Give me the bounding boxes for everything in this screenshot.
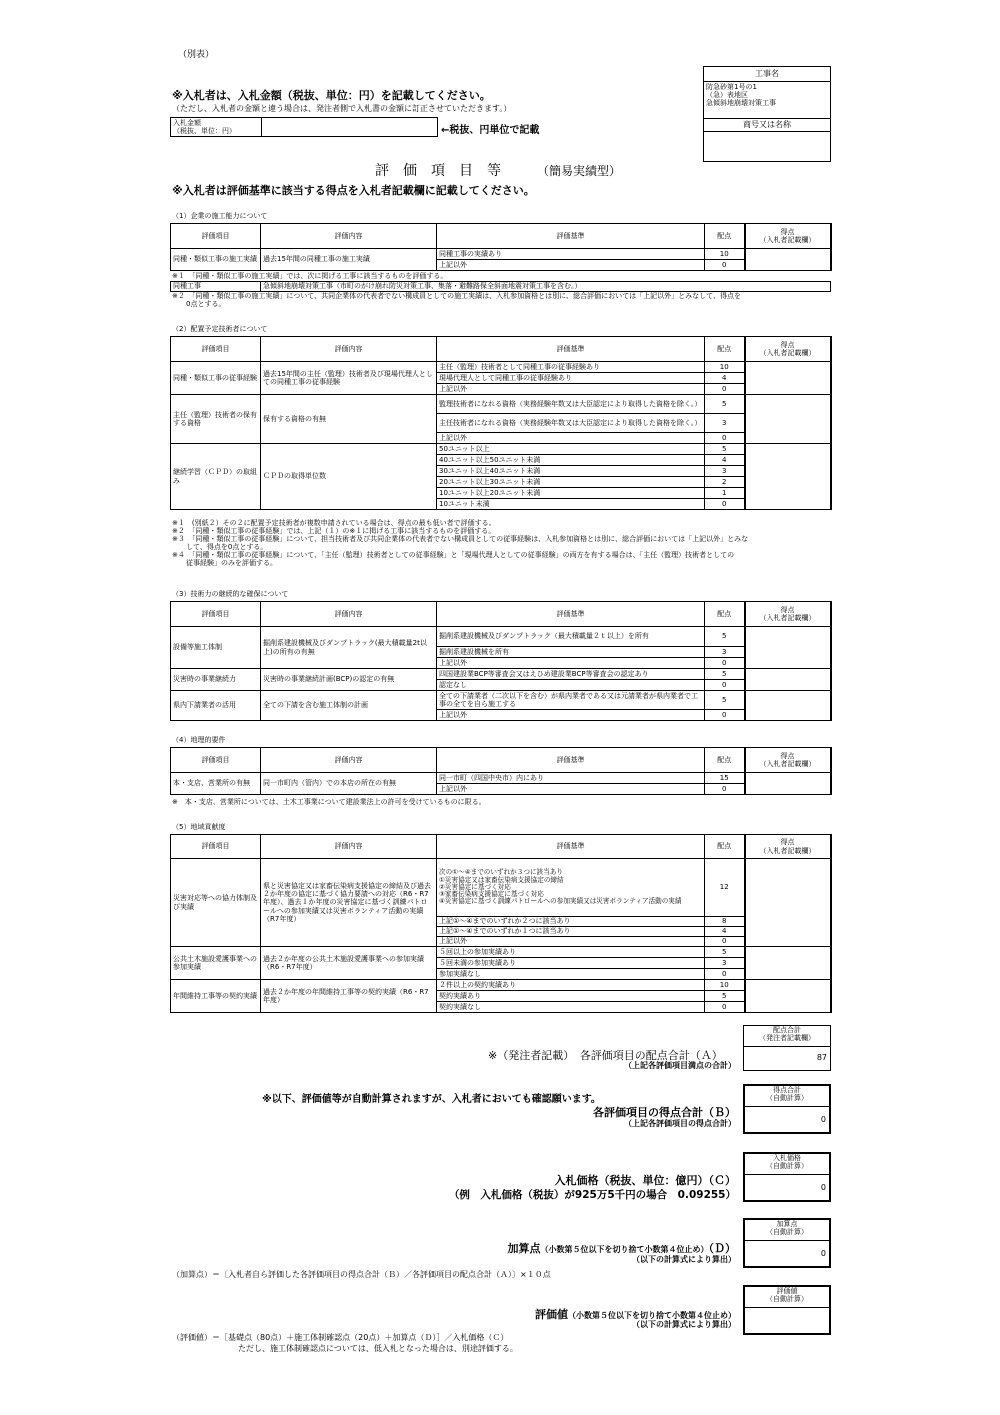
total-points-value: 87: [816, 1053, 827, 1062]
total-score-box-label: 得点合計 （自動計算）: [745, 1086, 829, 1107]
header-criteria: 評価基準: [437, 748, 705, 773]
criteria: 全ての下請業者（二次以下を含む）が県内業者である又は元請業者が県内業者で工事の全てを自ら施工する: [437, 691, 705, 710]
eval-item: 災害対応等への協力体制及び実績: [171, 859, 261, 947]
points: 3: [705, 647, 745, 658]
bid-instruction: ※入札者は、入札金額（税抜、単位：円）を記載してください。: [172, 89, 491, 102]
eval-item: 本・支店、営業所の有無: [171, 773, 261, 795]
similar-work-label: 同種工事: [171, 282, 261, 292]
criteria: 上記以外: [437, 658, 705, 669]
evaluation-value-box: [743, 1285, 831, 1335]
criteria: 主任技術者になれる資格（実務経験年数又は大臣認定により取得した資格を除く。）: [437, 414, 705, 433]
section5-table: [170, 834, 832, 1013]
score-input[interactable]: [745, 691, 831, 721]
eval-item: 継続学習（ＣＰＤ）の取組み: [171, 444, 261, 510]
bonus-points-formula: （加算点）＝〔入札者自ら評価した各評価項目の得点合計（Ｂ）／各評価項目の配点合計（Ａ）〕×１０点: [172, 1270, 551, 1279]
points: 0: [705, 260, 745, 271]
bonus-points-label-line: [508, 1240, 737, 1256]
evaluation-value-label: 評価値: [535, 1308, 568, 1321]
header-score: 得点 （入札者記載欄）: [745, 835, 831, 859]
points: 5: [705, 991, 745, 1002]
criteria: 主任（監理）技術者として同種工事の従事経験あり: [437, 362, 705, 373]
header-criteria: 評価基準: [437, 835, 705, 859]
section2-note: ※３ 「同種・類似工事の従事経験」について、担当技術者及び共同企業体の代表者でない構成員としての従事経験は、入札参加資格とは別に、総合評価においては「上記以外」とみな して、得点を0点とする。: [172, 535, 749, 552]
bonus-points-box: [743, 1218, 831, 1268]
total-score-value: 0: [820, 1115, 826, 1124]
eval-item: 同種・類似工事の施工実績: [171, 249, 261, 271]
points: 5: [705, 691, 745, 710]
criteria: 50ユニット以上: [437, 444, 705, 455]
header-item: 評価項目: [171, 224, 261, 249]
header-criteria: 評価基準: [437, 602, 705, 627]
criteria: 30ユニット以上40ユニット未満: [437, 466, 705, 477]
bonus-points-label-small: （小数第５位以下を切り捨て小数第４位止め）: [540, 1245, 709, 1254]
header-item: 評価項目: [171, 835, 261, 859]
eval-item: 災害時の事業継続力: [171, 669, 261, 691]
criteria: 20ユニット以上30ユニット未満: [437, 477, 705, 488]
bonus-points-label-end: （Ｄ）: [708, 1242, 736, 1255]
header-criteria: 評価基準: [437, 224, 705, 249]
eval-content: 過去２か年度の年間維持工事等の契約実績（R6・R7年度）: [261, 980, 437, 1013]
company-label: 商号又は名称: [704, 119, 830, 132]
section3-title: （3）技術力の継続的な確保について: [172, 590, 289, 598]
header-content: 評価内容: [261, 224, 437, 249]
section2-title: （2）配置予定技術者について: [172, 325, 268, 333]
section2-table: [170, 336, 832, 510]
criteria: 認定なし: [437, 680, 705, 691]
criteria: 契約実績なし: [437, 1002, 705, 1013]
criteria: 10ユニット以上20ユニット未満: [437, 488, 705, 499]
criteria: 参加実績なし: [437, 969, 705, 980]
points: 0: [705, 680, 745, 691]
section2-note: ※２ 「同種・類似工事の従事経験」では、上記（１）の※１に掲げる工事に該当するものを評価する。: [172, 527, 496, 536]
eval-content: 過去２か年度の公共土木施設愛護事業への参加実績（R6・R7年度）: [261, 947, 437, 980]
eval-content: ＣＰＤの取得単位数: [261, 444, 437, 510]
total-points-sub: （上記各評価項目満点の合計）: [624, 1061, 736, 1070]
eval-content: 全ての下請を含む施工体制の計画: [261, 691, 437, 721]
score-input[interactable]: [745, 773, 831, 795]
criteria: 上記①～④までのいずれか１つに該当あり: [437, 927, 705, 937]
header-points: 配点: [705, 748, 745, 773]
points: 15: [705, 773, 745, 784]
score-input[interactable]: [745, 444, 831, 510]
bid-note: （ただし、入札者の金額と違う場合は、発注者側で入札書の金額に訂正させていただきます。）: [172, 104, 512, 113]
points: 5: [705, 395, 745, 414]
header-score: 得点 （入札者記載欄）: [745, 337, 831, 362]
section2-notes: [172, 519, 822, 567]
criteria: 契約実績あり: [437, 991, 705, 1002]
evaluation-value-sub: （以下の計算式により算出）: [632, 1320, 736, 1329]
eval-item: 公共土木施設愛護事業への参加実績: [171, 947, 261, 980]
points: 5: [705, 947, 745, 958]
header-criteria: 評価基準: [437, 337, 705, 362]
points: 0: [705, 433, 745, 444]
criteria: 上記以外: [437, 937, 705, 947]
total-score-label: 各評価項目の得点合計（Ｂ）: [593, 1106, 736, 1119]
eval-content: 同一市町内（管内）での本店の所在の有無: [261, 773, 437, 795]
eval-content: 掘削系建設機械及びダンプトラック(最大積載量2t以上)の所有の有無: [261, 627, 437, 669]
evaluation-formula-note: ただし、施工体制確認点については、低入札となった場合は、別途評価する。: [238, 1344, 518, 1353]
section4-title: （4）地理的要件: [172, 736, 226, 744]
bid-amount-input[interactable]: [261, 117, 438, 137]
bonus-points-value: 0: [820, 1249, 826, 1258]
score-input[interactable]: [745, 859, 831, 947]
points: 0: [705, 1002, 745, 1013]
criteria: ５回以上の参加実績あり: [437, 947, 705, 958]
header-score: 得点 （入札者記載欄）: [745, 224, 831, 249]
section1-note1: ※１ 「同種・類似工事の施工実績」では、次に掲げる工事に該当するものを評価する。: [172, 272, 448, 280]
evaluation-value: [745, 1308, 829, 1316]
criteria: 上記以外: [437, 433, 705, 444]
points: 0: [705, 969, 745, 980]
bonus-points-box-label: 加算点 （自動計算）: [745, 1220, 829, 1241]
score-input[interactable]: [745, 395, 831, 444]
bid-amount-label: 入札金額 （税抜、単位：円）: [173, 119, 236, 136]
total-points-label: ※（発注者記載） 各評価項目の配点合計（Ａ）: [488, 1049, 723, 1062]
header-points: 配点: [705, 224, 745, 249]
header-content: 評価内容: [261, 602, 437, 627]
bid-price-box-label: 入札価格 （自動計算）: [745, 1154, 829, 1175]
points: 0: [705, 784, 745, 795]
points: 8: [705, 917, 745, 927]
criteria: 掘削系建設機械を所有: [437, 647, 705, 658]
section1-table: [170, 223, 832, 271]
criteria: 40ユニット以上50ユニット未満: [437, 455, 705, 466]
points: 5: [705, 669, 745, 680]
eval-item: 設備等施工体制: [171, 627, 261, 669]
eval-title: 評 価 項 目 等: [375, 163, 501, 179]
header-content: 評価内容: [261, 748, 437, 773]
project-header: 工事名: [704, 67, 830, 82]
criteria: 10ユニット未満: [437, 499, 705, 510]
points: 10: [705, 362, 745, 373]
header-score: 得点 （入札者記載欄）: [745, 602, 831, 627]
criteria: 掘削系建設機械及びダンプトラック（最大積載量２ｔ以上）を所有: [437, 627, 705, 647]
section5-title: （5）地域貢献度: [172, 823, 226, 831]
criteria: 同一市町（四国中央市）内にあり: [437, 773, 705, 784]
points: 0: [705, 710, 745, 721]
header-points: 配点: [705, 835, 745, 859]
points: 0: [705, 937, 745, 947]
criteria: 現場代理人として同種工事の従事経験あり: [437, 373, 705, 384]
criteria: ２件以上の契約実績あり: [437, 980, 705, 991]
section3-table: [170, 601, 832, 721]
bid-amount-label-cell: [170, 117, 262, 137]
total-score-box: [743, 1084, 831, 1134]
points: 2: [705, 477, 745, 488]
eval-content: 過去15年間の主任（監理）技術者及び現場代理人としての同種工事の従事経験: [261, 362, 437, 395]
points: 0: [705, 384, 745, 395]
bid-price-box: [743, 1152, 831, 1202]
bonus-points-sub: （以下の計算式により算出）: [632, 1255, 736, 1264]
beppyo-label: （別表）: [178, 50, 215, 60]
points: 12: [705, 859, 745, 917]
section2-note: ※１ (別紙２）その２に配置予定技術者が複数申請されている場合は、得点の最も低い者で評価する。: [172, 519, 496, 527]
similar-work-table: [170, 281, 831, 292]
criteria: 上記①～④までのいずれか２つに該当あり: [437, 917, 705, 927]
eval-subtitle: （簡易実績型）: [537, 164, 622, 178]
auto-calc-note: ※以下、評価値等が自動計算されますが、入札者においても確認願います。: [262, 1094, 601, 1105]
eval-content: 過去15年間の同種工事の施工実績: [261, 249, 437, 271]
section4-table: [170, 747, 832, 795]
evaluation-formula: （評価値）＝［基礎点（80点）＋施工体制確認点（20点）＋加算点（Ｄ）］／入札価格（Ｃ）: [172, 1333, 509, 1342]
evaluation-value-label-small: （小数第５位以下を切り捨て小数第４位止め）: [568, 1311, 736, 1320]
points: 10: [705, 249, 745, 260]
bid-amount-arrow-note: ←税抜、円単位で記載: [441, 125, 540, 136]
points: 0: [705, 658, 745, 669]
bid-price-value: 0: [820, 1183, 826, 1192]
header-item: 評価項目: [171, 748, 261, 773]
points: 0: [705, 499, 745, 510]
section1-title: （1）企業の施工能力について: [172, 212, 268, 220]
points: 4: [705, 455, 745, 466]
points: 10: [705, 980, 745, 991]
points: 4: [705, 373, 745, 384]
header-item: 評価項目: [171, 337, 261, 362]
criteria: 四国建設業BCP等審査会又はえひめ建設業BCP等審査会の認定あり: [437, 669, 705, 680]
header-points: 配点: [705, 337, 745, 362]
company-input[interactable]: [704, 132, 830, 162]
criteria: 次の①～④までのいずれか３つに該当あり ①災害協定又は家畜伝染病支援協定の締結 ②災害協定に基づく対応 ③家畜伝染病支援協定に基づく対応 ④災害協定に基づく訓練パトロールへの参加実績又は災害ボランティア活動の実績: [437, 859, 705, 917]
points: 1: [705, 488, 745, 499]
header-points: 配点: [705, 602, 745, 627]
header-score: 得点 （入札者記載欄）: [745, 748, 831, 773]
score-input[interactable]: [745, 627, 831, 669]
points: 3: [705, 466, 745, 477]
score-input[interactable]: [745, 362, 831, 395]
eval-item: 県内下請業者の活用: [171, 691, 261, 721]
section2-note: ※４ 「同種・類似工事の従事経験」について、「主任（監理）技術者としての従事経験」と「現場代理人としての従事経験」の両方を有する場合は、「主任（監理）技術者としての 従事経験」のみを評価する。: [172, 551, 735, 568]
total-points-box: [743, 1025, 831, 1071]
points: 3: [705, 958, 745, 969]
bid-price-example: （例 入札価格（税抜）が925万5千円の場合 0.09255）: [448, 1189, 736, 1201]
criteria: 上記以外: [437, 710, 705, 721]
criteria: ５回未満の参加実績あり: [437, 958, 705, 969]
bid-price-label: 入札価格（税抜、単位：億円）（Ｃ）: [554, 1174, 736, 1187]
criteria: 上記以外: [437, 260, 705, 271]
total-points-box-label: 配点合計 （発注者記載欄）: [744, 1026, 830, 1047]
eval-item: 主任（監理）技術者の保有する資格: [171, 395, 261, 444]
score-input[interactable]: [745, 980, 831, 1013]
points: 3: [705, 414, 745, 433]
project-box: [703, 66, 831, 162]
eval-item: 同種・類似工事の従事経験: [171, 362, 261, 395]
total-score-sub: （上記各評価項目の得点合計）: [624, 1119, 736, 1128]
header-content: 評価内容: [261, 835, 437, 859]
eval-content: 県と災害協定又は家畜伝染病支援協定の締結及び過去２か年度の協定に基づく協力要請への対応（R6・R7年度）、過去１か年度の災害協定に基づく訓練パトロールへの参加実績又は災害ボランティア活動の実績（R7年度）: [261, 859, 437, 947]
criteria: 上記以外: [437, 784, 705, 795]
points: 5: [705, 627, 745, 647]
score-input[interactable]: [745, 947, 831, 980]
points: 4: [705, 927, 745, 937]
eval-instruction: ※入札者は評価基準に該当する得点を入札者記載欄に記載してください。: [172, 184, 535, 197]
header-content: 評価内容: [261, 337, 437, 362]
section4-note: ※ 本・支店、営業所については、土木工事業について建設業法上の許可を受けているものに限る。: [172, 798, 486, 806]
project-name: 防急砂第1号の1 （急）表地区 急傾斜地崩壊対策工事: [704, 82, 830, 119]
eval-content: 保有する資格の有無: [261, 395, 437, 444]
bonus-points-label: 加算点: [507, 1242, 541, 1255]
similar-work-value: 急傾斜地崩壊対策工事（市町のがけ崩れ防災対策工事、集落・避難路保全斜面地震対策工事を含む。）: [261, 282, 831, 292]
header-item: 評価項目: [171, 602, 261, 627]
points: 5: [705, 444, 745, 455]
section1-note2: ※２ 「同種・類似工事の施工実績」について、共同企業体の代表者でない構成員としての施工実績は、入札参加資格とは別に、総合評価においては「上記以外」とみなして、得点を 0点とする。: [172, 292, 741, 309]
criteria: 同種工事の実績あり: [437, 249, 705, 260]
score-input[interactable]: [745, 249, 831, 271]
eval-item: 年間維持工事等の契約実績: [171, 980, 261, 1013]
criteria: 監理技術者になれる資格（実務経験年数又は大臣認定により取得した資格を除く。）: [437, 395, 705, 414]
score-input[interactable]: [745, 669, 831, 691]
criteria: 上記以外: [437, 384, 705, 395]
eval-content: 災害時の事業継続計画(BCP)の認定の有無: [261, 669, 437, 691]
evaluation-value-box-label: 評価値 （自動計算）: [745, 1287, 829, 1308]
